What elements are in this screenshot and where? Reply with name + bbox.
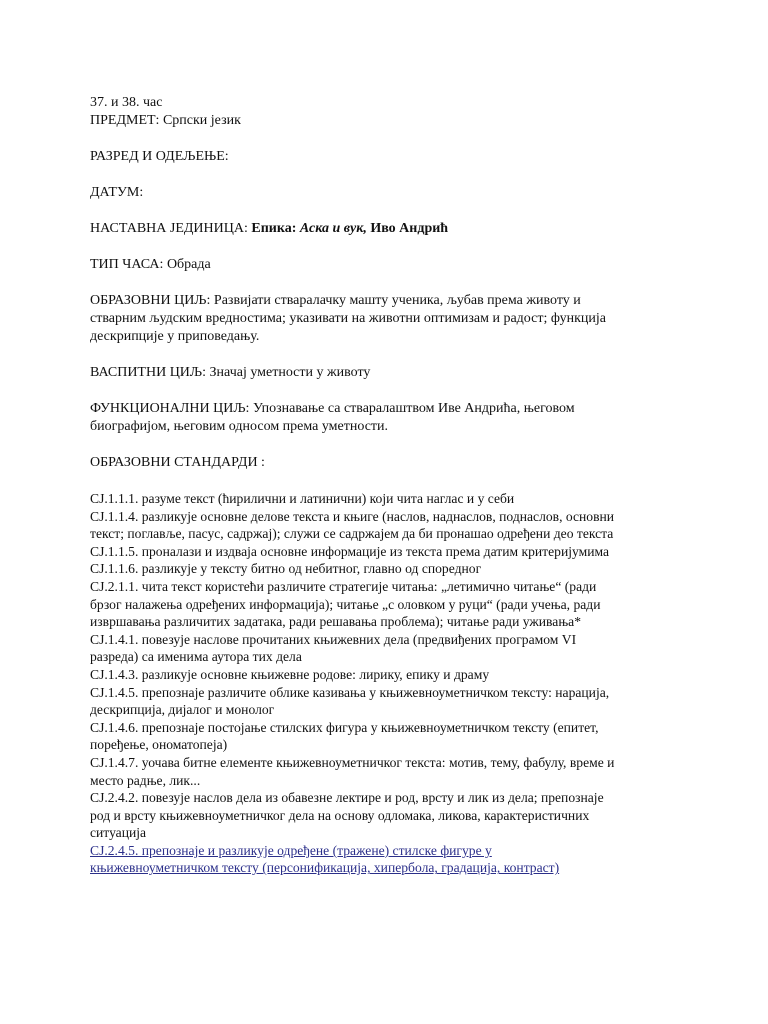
unit-title: Аска и вук, [299, 221, 367, 236]
lesson-type-value: Обрада [166, 257, 211, 272]
educational-goal-line-3: дескрипције у приповедању. [90, 329, 260, 344]
educational-goal-label: ОБРАЗОВНИ ЦИЉ: [90, 293, 211, 308]
standard-item: СЈ.1.1.1. разуме текст (ћирилични и латинични) који чита наглас и у себи [90, 491, 515, 506]
teaching-unit [90, 220, 690, 238]
lesson-type-label: ТИП ЧАСА: [90, 257, 164, 272]
grade-label: РАЗРЕД И ОДЕЉЕЊЕ: [90, 149, 229, 164]
standard-link[interactable]: СЈ.2.4.5. препознаје и разликује одређене (тражене) стилске фигуре у књижевноуметничком тексту (персонификација, хипербола, градација, контраст) [90, 842, 560, 876]
upbringing-goal-label: ВАСПИТНИ ЦИЉ: [90, 365, 207, 380]
upbringing-goal-value: Значај уметности у животу [209, 365, 371, 380]
educational-goal-line-2: стварним људским вредностима; указивати на животни оптимизам и радост; функција [90, 311, 606, 326]
subject-line [90, 112, 690, 130]
unit-genre: Епика: [251, 221, 297, 236]
standards-label: ОБРАЗОВНИ СТАНДАРДИ : [90, 455, 265, 470]
educational-goal [90, 292, 690, 346]
standard-item: СЈ.1.4.1. повезује наслове прочитаних књижевних дела (предвиђених програмом VI разреда) са именима аутора тих дела [90, 631, 577, 665]
subject-value: Српски језик [162, 113, 241, 128]
date-label: ДАТУМ: [90, 185, 144, 200]
functional-goal-line-2: биографијом, његовим односом према уметности. [90, 419, 389, 434]
functional-goal-label: ФУНКЦИОНАЛНИ ЦИЉ: [90, 401, 250, 416]
standard-item: СЈ.1.4.3. разликује основне књижевне родове: лирику, епику и драму [90, 666, 490, 682]
standard-item: СЈ.2.4.2. повезује наслов дела из обавезне лектире и род, врсту и лик из дела; препознаје род и врсту књижевноуметничког дела на основу одломака, ликова, карактеристичних ситуација [90, 790, 604, 841]
standards-list [90, 490, 690, 877]
standard-item: СЈ.1.4.6. препознаје постојање стилских фигура у књижевноуметничком тексту (епитет, поређење, ономатопеја) [90, 719, 599, 753]
subject-label: ПРЕДМЕТ: [90, 113, 160, 128]
educational-goal-line-1: Развијати стваралачку машту ученика, љубав према животу и [213, 293, 581, 308]
upbringing-goal [90, 364, 690, 382]
standard-item: СЈ.1.1.5. проналази и издваја основне информације из текста према датим критеријумима [90, 543, 610, 559]
lesson-plan [90, 94, 690, 877]
lesson-number: 37. и 38. час [90, 95, 163, 110]
lesson-type [90, 256, 690, 274]
standard-item: СЈ.1.1.6. разликује у тексту битно од небитног, главно од споредног [90, 561, 482, 577]
standard-item: СЈ.1.1.4. разликује основне делове текста и књиге (наслов, наднаслов, поднаслов, основни текст; поглавље, пасус, садржај); служи се садржајем да би пронашао одређени део текста [90, 508, 615, 542]
unit-author: Иво Андрић [370, 221, 449, 236]
functional-goal-line-1: Упознавање са стваралаштвом Иве Андрића, његовом [252, 401, 575, 416]
standard-item: СЈ.1.4.5. препознаје различите облике казивања у књижевноуметничком тексту: нарација, дескрипција, дијалог и монолог [90, 684, 610, 718]
unit-label: НАСТАВНА ЈЕДИНИЦА: [90, 221, 248, 236]
standard-item: СЈ.1.4.7. уочава битне елементе књижевноуметничког текста: мотив, тему, фабулу, време и место радње, лик... [90, 754, 615, 788]
functional-goal [90, 400, 690, 436]
standard-item: СЈ.2.1.1. чита текст користећи различите стратегије читања: „летимично читање“ (ради брзог налажења одређених информација); читање „с оловком у руци“ (ради учења, ради извршавања различитих задатака, ради решавања проблема); читање ради уживања* [90, 578, 601, 630]
